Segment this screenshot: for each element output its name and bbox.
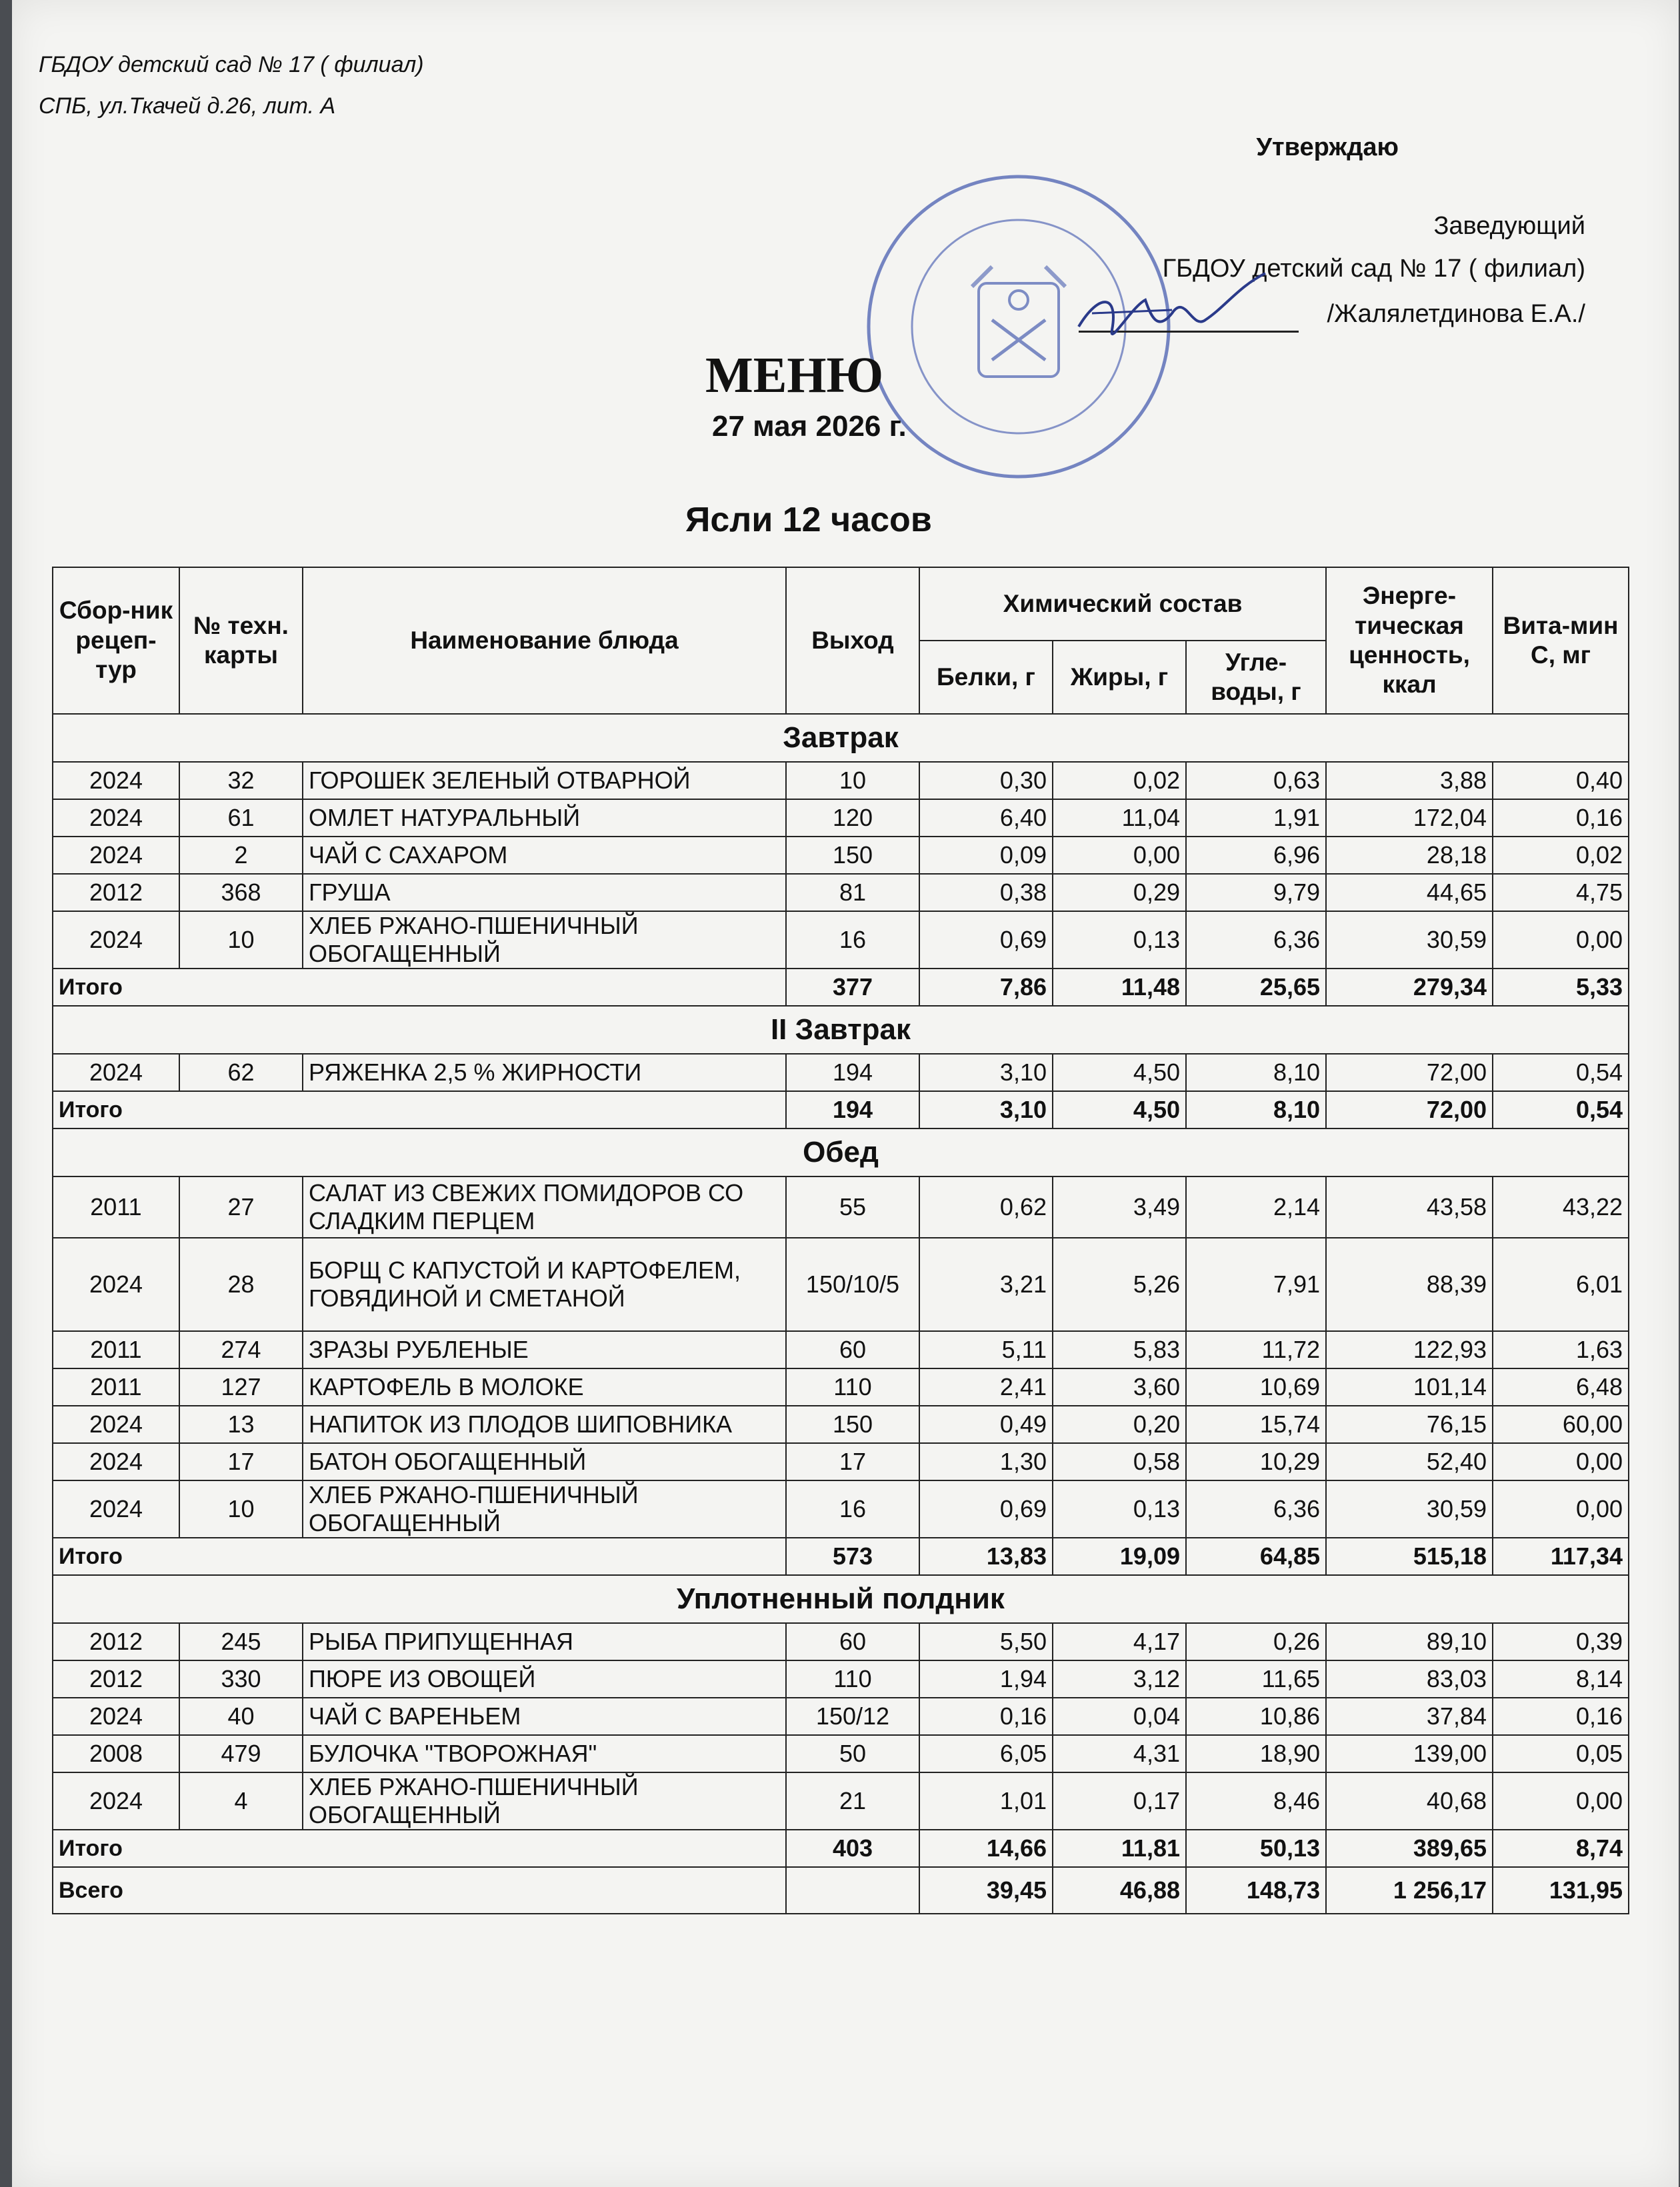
- total-fat-cell: 4,50: [1053, 1091, 1186, 1128]
- energy-cell: 30,59: [1326, 1480, 1493, 1538]
- vitamin-c-cell: 0,00: [1493, 1443, 1629, 1480]
- section-total-row: [53, 1830, 1629, 1867]
- yield-cell: 21: [786, 1772, 919, 1830]
- vitamin-c-cell: 0,00: [1493, 1480, 1629, 1538]
- carbs-cell: 6,96: [1186, 837, 1326, 874]
- grand-total-yield-cell: [786, 1867, 919, 1914]
- col-dish: Наименование блюда: [303, 567, 786, 714]
- carbs-cell: 11,72: [1186, 1331, 1326, 1368]
- vitamin-c-cell: 4,75: [1493, 874, 1629, 911]
- total-protein-cell: 7,86: [919, 969, 1053, 1006]
- card-number-cell: 28: [179, 1238, 303, 1331]
- dish-name-cell: ХЛЕБ РЖАНО-ПШЕНИЧНЫЙ ОБОГАЩЕННЫЙ: [303, 1772, 786, 1830]
- total-energy-cell: 515,18: [1326, 1538, 1493, 1575]
- table-row: [53, 1443, 1629, 1480]
- carbs-cell: 9,79: [1186, 874, 1326, 911]
- yield-cell: 50: [786, 1735, 919, 1772]
- yield-cell: 120: [786, 799, 919, 837]
- energy-cell: 139,00: [1326, 1735, 1493, 1772]
- dish-name-cell: БУЛОЧКА "ТВОРОЖНАЯ": [303, 1735, 786, 1772]
- recipe-collection-cell: 2012: [53, 874, 179, 911]
- dish-name-cell: РЯЖЕНКА 2,5 % ЖИРНОСТИ: [303, 1054, 786, 1091]
- table-row: [53, 1406, 1629, 1443]
- yield-cell: 194: [786, 1054, 919, 1091]
- vitamin-c-cell: 0,16: [1493, 799, 1629, 837]
- recipe-collection-cell: 2008: [53, 1735, 179, 1772]
- energy-cell: 83,03: [1326, 1660, 1493, 1698]
- recipe-collection-cell: 2012: [53, 1623, 179, 1660]
- fat-cell: 0,04: [1053, 1698, 1186, 1735]
- recipe-collection-cell: 2011: [53, 1176, 179, 1238]
- carbs-cell: 0,63: [1186, 762, 1326, 799]
- dish-name-cell: ОМЛЕТ НАТУРАЛЬНЫЙ: [303, 799, 786, 837]
- table-row: [53, 1772, 1629, 1830]
- dish-name-cell: ЧАЙ С САХАРОМ: [303, 837, 786, 874]
- card-number-cell: 274: [179, 1331, 303, 1368]
- energy-cell: 43,58: [1326, 1176, 1493, 1238]
- recipe-collection-cell: 2024: [53, 1406, 179, 1443]
- col-energy: Энерге-тическая ценность, ккал: [1326, 567, 1493, 714]
- table-row: [53, 1176, 1629, 1238]
- document-subtitle: Ясли 12 часов: [685, 501, 932, 539]
- recipe-collection-cell: 2024: [53, 1480, 179, 1538]
- yield-cell: 110: [786, 1368, 919, 1406]
- col-protein: Белки, г: [919, 641, 1053, 714]
- document-date: 27 мая 2026 г.: [712, 410, 907, 443]
- card-number-cell: 4: [179, 1772, 303, 1830]
- vitamin-c-cell: 0,05: [1493, 1735, 1629, 1772]
- grand-total-row: [53, 1867, 1629, 1914]
- recipe-collection-cell: 2024: [53, 1772, 179, 1830]
- protein-cell: 0,49: [919, 1406, 1053, 1443]
- energy-cell: 44,65: [1326, 874, 1493, 911]
- document-title: МЕНЮ: [705, 347, 884, 403]
- section-title: Завтрак: [53, 714, 1629, 762]
- energy-cell: 101,14: [1326, 1368, 1493, 1406]
- fat-cell: 0,00: [1053, 837, 1186, 874]
- vitamin-c-cell: 0,54: [1493, 1054, 1629, 1091]
- fat-cell: 4,50: [1053, 1054, 1186, 1091]
- protein-cell: 1,94: [919, 1660, 1053, 1698]
- section-total-row: [53, 1091, 1629, 1128]
- protein-cell: 1,01: [919, 1772, 1053, 1830]
- vitamin-c-cell: 1,63: [1493, 1331, 1629, 1368]
- card-number-cell: 13: [179, 1406, 303, 1443]
- recipe-collection-cell: 2024: [53, 762, 179, 799]
- vitamin-c-cell: 0,39: [1493, 1623, 1629, 1660]
- fat-cell: 4,31: [1053, 1735, 1186, 1772]
- yield-cell: 81: [786, 874, 919, 911]
- fat-cell: 0,58: [1053, 1443, 1186, 1480]
- grand-total-label: Всего: [53, 1867, 786, 1914]
- total-yield-cell: 377: [786, 969, 919, 1006]
- carbs-cell: 2,14: [1186, 1176, 1326, 1238]
- dish-name-cell: ЗРАЗЫ РУБЛЕНЫЕ: [303, 1331, 786, 1368]
- table-row: [53, 1480, 1629, 1538]
- fat-cell: 3,60: [1053, 1368, 1186, 1406]
- protein-cell: 0,69: [919, 1480, 1053, 1538]
- total-fat-cell: 11,81: [1053, 1830, 1186, 1867]
- recipe-collection-cell: 2024: [53, 1443, 179, 1480]
- total-label: Итого: [53, 969, 786, 1006]
- card-number-cell: 61: [179, 799, 303, 837]
- dish-name-cell: НАПИТОК ИЗ ПЛОДОВ ШИПОВНИКА: [303, 1406, 786, 1443]
- energy-cell: 40,68: [1326, 1772, 1493, 1830]
- total-vitc-cell: 117,34: [1493, 1538, 1629, 1575]
- energy-cell: 28,18: [1326, 837, 1493, 874]
- protein-cell: 3,21: [919, 1238, 1053, 1331]
- recipe-collection-cell: 2011: [53, 1368, 179, 1406]
- total-label: Итого: [53, 1091, 786, 1128]
- yield-cell: 16: [786, 911, 919, 969]
- col-fat: Жиры, г: [1053, 641, 1186, 714]
- total-energy-cell: 279,34: [1326, 969, 1493, 1006]
- institution-address: СПБ, ул.Ткачей д.26, лит. А: [39, 93, 336, 119]
- section-title: Уплотненный полдник: [53, 1575, 1629, 1623]
- col-vitamin-c: Вита-мин С, мг: [1493, 567, 1629, 714]
- vitamin-c-cell: 0,40: [1493, 762, 1629, 799]
- total-vitc-cell: 5,33: [1493, 969, 1629, 1006]
- vitamin-c-cell: 60,00: [1493, 1406, 1629, 1443]
- dish-name-cell: САЛАТ ИЗ СВЕЖИХ ПОМИДОРОВ СО СЛАДКИМ ПЕРЦЕМ: [303, 1176, 786, 1238]
- total-fat-cell: 19,09: [1053, 1538, 1186, 1575]
- yield-cell: 150/10/5: [786, 1238, 919, 1331]
- card-number-cell: 10: [179, 1480, 303, 1538]
- protein-cell: 6,40: [919, 799, 1053, 837]
- yield-cell: 110: [786, 1660, 919, 1698]
- total-protein-cell: 3,10: [919, 1091, 1053, 1128]
- table-row: [53, 1331, 1629, 1368]
- total-yield-cell: 403: [786, 1830, 919, 1867]
- fat-cell: 3,12: [1053, 1660, 1186, 1698]
- table-row: [53, 911, 1629, 969]
- vitamin-c-cell: 0,16: [1493, 1698, 1629, 1735]
- table-row: [53, 1238, 1629, 1331]
- col-collection: Сбор-ник рецеп-тур: [53, 567, 179, 714]
- recipe-collection-cell: 2024: [53, 1238, 179, 1331]
- carbs-cell: 0,26: [1186, 1623, 1326, 1660]
- dish-name-cell: КАРТОФЕЛЬ В МОЛОКЕ: [303, 1368, 786, 1406]
- dish-name-cell: БАТОН ОБОГАЩЕННЫЙ: [303, 1443, 786, 1480]
- fat-cell: 0,17: [1053, 1772, 1186, 1830]
- energy-cell: 88,39: [1326, 1238, 1493, 1331]
- section-total-row: [53, 1538, 1629, 1575]
- energy-cell: 72,00: [1326, 1054, 1493, 1091]
- energy-cell: 52,40: [1326, 1443, 1493, 1480]
- approval-signatory: /Жалялетдинова Е.А./: [1327, 300, 1585, 328]
- dish-name-cell: ГОРОШЕК ЗЕЛЕНЫЙ ОТВАРНОЙ: [303, 762, 786, 799]
- total-energy-cell: 72,00: [1326, 1091, 1493, 1128]
- vitamin-c-cell: 8,14: [1493, 1660, 1629, 1698]
- dish-name-cell: ЧАЙ С ВАРЕНЬЕМ: [303, 1698, 786, 1735]
- yield-cell: 55: [786, 1176, 919, 1238]
- table-row: [53, 1735, 1629, 1772]
- carbs-cell: 6,36: [1186, 1480, 1326, 1538]
- card-number-cell: 479: [179, 1735, 303, 1772]
- fat-cell: 5,83: [1053, 1331, 1186, 1368]
- total-fat-cell: 11,48: [1053, 969, 1186, 1006]
- table-row: [53, 1660, 1629, 1698]
- grand-total-fat-cell: 46,88: [1053, 1867, 1186, 1914]
- protein-cell: 6,05: [919, 1735, 1053, 1772]
- vitamin-c-cell: 0,00: [1493, 911, 1629, 969]
- menu-table: [52, 567, 1629, 1914]
- document-page: [12, 0, 1679, 2187]
- total-vitc-cell: 8,74: [1493, 1830, 1629, 1867]
- yield-cell: 150/12: [786, 1698, 919, 1735]
- table-row: [53, 1368, 1629, 1406]
- total-label: Итого: [53, 1538, 786, 1575]
- vitamin-c-cell: 0,00: [1493, 1772, 1629, 1830]
- carbs-cell: 7,91: [1186, 1238, 1326, 1331]
- approval-title: Утверждаю: [1256, 133, 1399, 161]
- total-label: Итого: [53, 1830, 786, 1867]
- energy-cell: 122,93: [1326, 1331, 1493, 1368]
- protein-cell: 5,50: [919, 1623, 1053, 1660]
- card-number-cell: 62: [179, 1054, 303, 1091]
- yield-cell: 17: [786, 1443, 919, 1480]
- card-number-cell: 368: [179, 874, 303, 911]
- section-header-row: [53, 714, 1629, 762]
- section-title: Обед: [53, 1128, 1629, 1176]
- col-card-no: № техн. карты: [179, 567, 303, 714]
- carbs-cell: 8,46: [1186, 1772, 1326, 1830]
- yield-cell: 10: [786, 762, 919, 799]
- carbs-cell: 1,91: [1186, 799, 1326, 837]
- energy-cell: 3,88: [1326, 762, 1493, 799]
- recipe-collection-cell: 2012: [53, 1660, 179, 1698]
- vitamin-c-cell: 0,02: [1493, 837, 1629, 874]
- grand-total-vitc-cell: 131,95: [1493, 1867, 1629, 1914]
- carbs-cell: 18,90: [1186, 1735, 1326, 1772]
- energy-cell: 30,59: [1326, 911, 1493, 969]
- protein-cell: 0,38: [919, 874, 1053, 911]
- protein-cell: 1,30: [919, 1443, 1053, 1480]
- total-energy-cell: 389,65: [1326, 1830, 1493, 1867]
- fat-cell: 5,26: [1053, 1238, 1186, 1331]
- section-header-row: [53, 1128, 1629, 1176]
- yield-cell: 60: [786, 1331, 919, 1368]
- protein-cell: 0,16: [919, 1698, 1053, 1735]
- total-carbs-cell: 64,85: [1186, 1538, 1326, 1575]
- total-carbs-cell: 8,10: [1186, 1091, 1326, 1128]
- recipe-collection-cell: 2024: [53, 837, 179, 874]
- recipe-collection-cell: 2024: [53, 911, 179, 969]
- energy-cell: 172,04: [1326, 799, 1493, 837]
- vitamin-c-cell: 6,48: [1493, 1368, 1629, 1406]
- col-yield: Выход: [786, 567, 919, 714]
- protein-cell: 0,62: [919, 1176, 1053, 1238]
- protein-cell: 0,69: [919, 911, 1053, 969]
- fat-cell: 0,02: [1053, 762, 1186, 799]
- recipe-collection-cell: 2011: [53, 1331, 179, 1368]
- total-carbs-cell: 50,13: [1186, 1830, 1326, 1867]
- grand-total-energy-cell: 1 256,17: [1326, 1867, 1493, 1914]
- protein-cell: 5,11: [919, 1331, 1053, 1368]
- protein-cell: 3,10: [919, 1054, 1053, 1091]
- energy-cell: 37,84: [1326, 1698, 1493, 1735]
- total-vitc-cell: 0,54: [1493, 1091, 1629, 1128]
- dish-name-cell: ПЮРЕ ИЗ ОВОЩЕЙ: [303, 1660, 786, 1698]
- carbs-cell: 11,65: [1186, 1660, 1326, 1698]
- recipe-collection-cell: 2024: [53, 799, 179, 837]
- col-carbs: Угле-воды, г: [1186, 641, 1326, 714]
- institution-name: ГБДОУ детский сад № 17 ( филиал): [39, 52, 424, 77]
- approval-position: Заведующий: [1433, 212, 1585, 240]
- table-row: [53, 1698, 1629, 1735]
- card-number-cell: 27: [179, 1176, 303, 1238]
- carbs-cell: 8,10: [1186, 1054, 1326, 1091]
- section-total-row: [53, 969, 1629, 1006]
- yield-cell: 16: [786, 1480, 919, 1538]
- carbs-cell: 10,86: [1186, 1698, 1326, 1735]
- carbs-cell: 6,36: [1186, 911, 1326, 969]
- col-chemical: Химический состав: [919, 567, 1326, 641]
- protein-cell: 2,41: [919, 1368, 1053, 1406]
- total-protein-cell: 14,66: [919, 1830, 1053, 1867]
- fat-cell: 4,17: [1053, 1623, 1186, 1660]
- handwritten-signature: [1072, 267, 1272, 353]
- grand-total-protein-cell: 39,45: [919, 1867, 1053, 1914]
- total-protein-cell: 13,83: [919, 1538, 1053, 1575]
- energy-cell: 89,10: [1326, 1623, 1493, 1660]
- dish-name-cell: ХЛЕБ РЖАНО-ПШЕНИЧНЫЙ ОБОГАЩЕННЫЙ: [303, 911, 786, 969]
- fat-cell: 11,04: [1053, 799, 1186, 837]
- table-row: [53, 762, 1629, 799]
- vitamin-c-cell: 6,01: [1493, 1238, 1629, 1331]
- dish-name-cell: ГРУША: [303, 874, 786, 911]
- menu-body: [53, 714, 1629, 1914]
- yield-cell: 150: [786, 1406, 919, 1443]
- protein-cell: 0,09: [919, 837, 1053, 874]
- section-header-row: [53, 1575, 1629, 1623]
- yield-cell: 60: [786, 1623, 919, 1660]
- section-title: II Завтрак: [53, 1006, 1629, 1054]
- carbs-cell: 10,29: [1186, 1443, 1326, 1480]
- dish-name-cell: РЫБА ПРИПУЩЕННАЯ: [303, 1623, 786, 1660]
- section-header-row: [53, 1006, 1629, 1054]
- card-number-cell: 32: [179, 762, 303, 799]
- fat-cell: 3,49: [1053, 1176, 1186, 1238]
- recipe-collection-cell: 2024: [53, 1698, 179, 1735]
- yield-cell: 150: [786, 837, 919, 874]
- energy-cell: 76,15: [1326, 1406, 1493, 1443]
- card-number-cell: 17: [179, 1443, 303, 1480]
- protein-cell: 0,30: [919, 762, 1053, 799]
- card-number-cell: 127: [179, 1368, 303, 1406]
- table-row: [53, 1054, 1629, 1091]
- table-row: [53, 837, 1629, 874]
- dish-name-cell: ХЛЕБ РЖАНО-ПШЕНИЧНЫЙ ОБОГАЩЕННЫЙ: [303, 1480, 786, 1538]
- fat-cell: 0,29: [1053, 874, 1186, 911]
- recipe-collection-cell: 2024: [53, 1054, 179, 1091]
- card-number-cell: 2: [179, 837, 303, 874]
- dish-name-cell: БОРЩ С КАПУСТОЙ И КАРТОФЕЛЕМ, ГОВЯДИНОЙ И СМЕТАНОЙ: [303, 1238, 786, 1331]
- table-row: [53, 874, 1629, 911]
- total-yield-cell: 194: [786, 1091, 919, 1128]
- card-number-cell: 40: [179, 1698, 303, 1735]
- table-row: [53, 799, 1629, 837]
- carbs-cell: 15,74: [1186, 1406, 1326, 1443]
- fat-cell: 0,13: [1053, 1480, 1186, 1538]
- total-carbs-cell: 25,65: [1186, 969, 1326, 1006]
- fat-cell: 0,20: [1053, 1406, 1186, 1443]
- fat-cell: 0,13: [1053, 911, 1186, 969]
- card-number-cell: 330: [179, 1660, 303, 1698]
- card-number-cell: 10: [179, 911, 303, 969]
- carbs-cell: 10,69: [1186, 1368, 1326, 1406]
- total-yield-cell: 573: [786, 1538, 919, 1575]
- grand-total-carbs-cell: 148,73: [1186, 1867, 1326, 1914]
- vitamin-c-cell: 43,22: [1493, 1176, 1629, 1238]
- approval-organization: ГБДОУ детский сад № 17 ( филиал): [1162, 255, 1585, 283]
- table-row: [53, 1623, 1629, 1660]
- card-number-cell: 245: [179, 1623, 303, 1660]
